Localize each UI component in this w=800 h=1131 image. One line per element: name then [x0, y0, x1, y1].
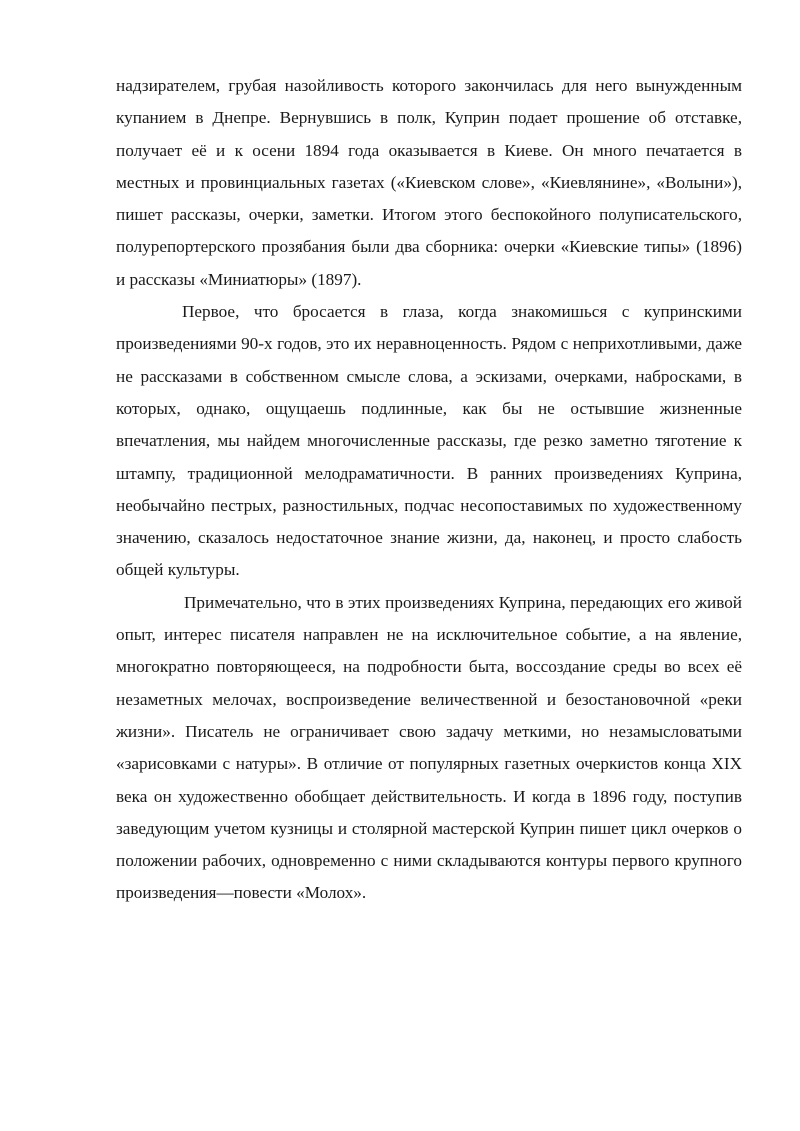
paragraph-1: надзирателем, грубая назойливость которого закончилась для него вынужденным купанием в Днепре. Вернувшись в полк, Куприн подает прошение об отставке, получает её и к осени 1894 года оказывается в Киеве. Он много печатается в местных и провинциальных газетах («Киевском слове», «Киевлянине», «Волыни»), пишет рассказы, очерки, заметки. Итогом этого беспокойного полуписательского, полурепортерского прозябания были два сборника: очерки «Киевские типы» (1896) и рассказы «Миниатюры» (1897).	[116, 76, 742, 289]
document-page	[116, 70, 742, 910]
paragraph-3: Примечательно, что в этих произведениях Куприна, передающих его живой опыт, интерес писателя направлен не на исключительное событие, а на явление, многократно повторяющееся, на подробности быта, воссоздание среды во всех её незаметных мелочах, воспроизведение величественной и безостановочной «реки жизни». Писатель не ограничивает свою задачу меткими, но незамысловатыми «зарисовками с натуры». В отличие от популярных газетных очеркистов конца XIX века он художественно обобщает действительность. И когда в 1896 году, поступив заведующим учетом кузницы и столярной мастерской Куприн пишет цикл очерков о положении рабочих, одновременно с ними складываются контуры первого крупного произведения—повести «Молох».	[116, 592, 742, 903]
paragraph-2: Первое, что бросается в глаза, когда знакомишься с купринскими произведениями 90-х годов, это их неравноценность. Рядом с неприхотливыми, даже не рассказами в собственном смысле слова, а эскизами, очерками, набросками, в которых, однако, ощущаешь подлинные, как бы не остывшие жизненные впечатления, мы найдем многочисленные рассказы, где резко заметно тяготение к штампу, традиционной мелодраматичности. В ранних произведениях Куприна, необычайно пестрых, разностильных, подчас несопоставимых по художественному значению, сказалось недостаточное знание жизни, да, наконец, и просто слабость общей культуры.	[116, 302, 742, 580]
